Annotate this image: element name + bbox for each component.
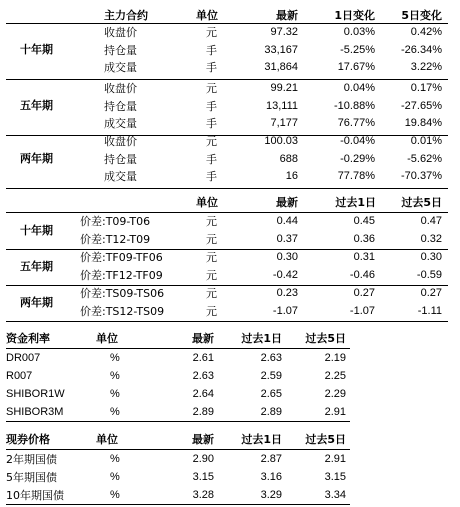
past1-cell: 2.59 bbox=[260, 370, 282, 382]
past1-cell: 2.89 bbox=[260, 406, 282, 418]
change-1d-cell: 77.78% bbox=[337, 170, 375, 182]
latest-cell: 2.64 bbox=[192, 388, 214, 400]
change-1d-cell: -0.04% bbox=[340, 135, 375, 147]
past5-cell: 0.27 bbox=[420, 287, 442, 299]
group-label: 五年期 bbox=[20, 260, 53, 273]
latest-cell: 100.03 bbox=[264, 135, 298, 147]
unit-cell: 手 bbox=[206, 61, 217, 74]
change-5d-cell: -27.65% bbox=[401, 99, 442, 112]
row-label: 持仓量 bbox=[104, 99, 137, 113]
col-header-latest: 最新 bbox=[276, 196, 298, 209]
col-header-unit: 单位 bbox=[96, 332, 118, 345]
row-label: 收盘价 bbox=[104, 82, 137, 95]
col-header-contract: 主力合约 bbox=[104, 9, 148, 22]
unit-cell: 元 bbox=[206, 251, 217, 264]
row-label: 成交量 bbox=[104, 61, 137, 74]
col-header-5d: 5日变化 bbox=[401, 9, 442, 22]
unit-cell: 元 bbox=[206, 233, 217, 246]
latest-cell: 0.44 bbox=[276, 215, 298, 227]
unit-cell: % bbox=[110, 352, 120, 364]
past1-cell: 3.29 bbox=[260, 489, 282, 501]
change-1d-cell: 17.67% bbox=[337, 61, 375, 73]
bond-label: 2年期国债 bbox=[6, 453, 57, 466]
col-header-bond: 现券价格 bbox=[6, 433, 50, 446]
past1-cell: 3.16 bbox=[260, 471, 282, 483]
past5-cell: -1.11 bbox=[417, 305, 442, 317]
group-label: 两年期 bbox=[20, 296, 53, 309]
rate-label: R007 bbox=[6, 370, 33, 382]
past5-cell: 3.15 bbox=[324, 471, 346, 483]
latest-cell: 688 bbox=[279, 152, 298, 165]
spread-label: 价差:TS09-TS06 bbox=[80, 287, 165, 300]
unit-cell: 手 bbox=[206, 99, 217, 113]
rate-label: DR007 bbox=[6, 352, 41, 364]
col-header-latest: 最新 bbox=[276, 9, 298, 22]
past1-cell: 0.45 bbox=[353, 215, 375, 227]
latest-cell: 2.89 bbox=[192, 406, 214, 418]
latest-cell: 31,864 bbox=[264, 61, 298, 73]
past5-cell: 0.30 bbox=[420, 251, 442, 263]
col-header-past1: 过去1日 bbox=[241, 433, 282, 446]
unit-cell: 元 bbox=[206, 287, 217, 300]
latest-cell: 0.37 bbox=[276, 233, 298, 245]
latest-cell: 0.23 bbox=[276, 287, 298, 299]
col-header-past5: 过去5日 bbox=[401, 196, 442, 209]
past5-cell: 2.91 bbox=[324, 453, 346, 465]
latest-cell: -1.07 bbox=[272, 305, 298, 317]
rate-label: SHIBOR1W bbox=[6, 388, 65, 400]
past5-cell: 0.47 bbox=[420, 215, 442, 227]
past1-cell: 2.87 bbox=[260, 453, 282, 465]
latest-cell: 3.28 bbox=[192, 489, 214, 501]
change-5d-cell: 19.84% bbox=[404, 117, 442, 129]
col-header-past1: 过去1日 bbox=[241, 332, 282, 345]
unit-cell: % bbox=[110, 489, 120, 501]
latest-cell: 97.32 bbox=[270, 26, 298, 38]
col-header-1d: 1日变化 bbox=[334, 9, 375, 22]
change-5d-cell: -70.37% bbox=[401, 170, 442, 182]
past5-cell: -0.59 bbox=[416, 269, 442, 281]
row-label: 持仓量 bbox=[104, 152, 137, 166]
row-label: 收盘价 bbox=[104, 135, 137, 148]
table3-header-rule bbox=[6, 348, 350, 349]
latest-cell: 16 bbox=[285, 170, 298, 182]
change-5d-cell: 0.17% bbox=[410, 82, 442, 94]
col-header-latest: 最新 bbox=[192, 332, 214, 345]
spread-label: 价差:TS12-TS09 bbox=[80, 305, 165, 318]
group-label: 两年期 bbox=[20, 152, 53, 165]
latest-cell: 2.63 bbox=[192, 370, 214, 382]
past5-cell: 2.25 bbox=[324, 370, 346, 382]
bond-label: 5年期国债 bbox=[6, 471, 57, 484]
col-header-past5: 过去5日 bbox=[305, 433, 346, 446]
unit-cell: % bbox=[110, 471, 120, 483]
unit-cell: 元 bbox=[206, 26, 217, 39]
col-header-unit: 单位 bbox=[196, 9, 218, 22]
change-5d-cell: 0.01% bbox=[410, 135, 442, 147]
latest-cell: 0.30 bbox=[276, 251, 298, 263]
unit-cell: % bbox=[110, 406, 120, 418]
table4-header-rule bbox=[6, 449, 350, 450]
unit-cell: 元 bbox=[206, 305, 217, 318]
group-label: 十年期 bbox=[20, 224, 53, 237]
change-1d-cell: 0.03% bbox=[343, 26, 375, 38]
group-label: 十年期 bbox=[20, 43, 53, 56]
change-1d-cell: -10.88% bbox=[334, 99, 375, 112]
col-header-unit: 单位 bbox=[196, 196, 218, 209]
unit-cell: 手 bbox=[206, 43, 217, 57]
spread-label: 价差:TF09-TF06 bbox=[80, 251, 163, 264]
row-label: 收盘价 bbox=[104, 26, 137, 39]
table3-bottom-rule bbox=[6, 421, 350, 422]
change-5d-cell: -26.34% bbox=[401, 43, 442, 56]
row-label: 成交量 bbox=[104, 117, 137, 130]
change-1d-cell: 0.04% bbox=[343, 82, 375, 94]
past5-cell: 2.29 bbox=[324, 388, 346, 400]
past1-cell: 0.27 bbox=[353, 287, 375, 299]
unit-cell: 元 bbox=[206, 269, 217, 282]
unit-cell: 手 bbox=[206, 152, 217, 166]
rate-label: SHIBOR3M bbox=[6, 406, 64, 418]
row-label: 成交量 bbox=[104, 170, 137, 183]
change-5d-cell: 0.42% bbox=[410, 26, 442, 38]
past1-cell: 0.36 bbox=[353, 233, 375, 245]
past1-cell: 2.63 bbox=[260, 352, 282, 364]
table2-header-rule bbox=[6, 212, 448, 213]
past5-cell: 0.32 bbox=[420, 233, 442, 245]
change-1d-cell: 76.77% bbox=[337, 117, 375, 129]
table1-header-rule bbox=[6, 23, 448, 24]
spread-label: 价差:T09-T06 bbox=[80, 215, 151, 228]
spread-label: 价差:T12-T09 bbox=[80, 233, 151, 246]
unit-cell: % bbox=[110, 453, 120, 465]
col-header-past5: 过去5日 bbox=[305, 332, 346, 345]
change-5d-cell: -5.62% bbox=[407, 152, 442, 165]
past1-cell: -0.46 bbox=[349, 269, 375, 281]
spread-label: 价差:TF12-TF09 bbox=[80, 269, 163, 282]
latest-cell: 7,177 bbox=[270, 117, 298, 129]
col-header-unit: 单位 bbox=[96, 433, 118, 446]
col-header-latest: 最新 bbox=[192, 433, 214, 446]
latest-cell: 2.61 bbox=[192, 352, 214, 364]
past1-cell: -1.07 bbox=[349, 305, 375, 317]
col-header-rate: 资金利率 bbox=[6, 332, 50, 345]
latest-cell: -0.42 bbox=[272, 269, 298, 281]
group-divider bbox=[6, 321, 448, 322]
bond-label: 10年期国债 bbox=[6, 489, 64, 502]
change-1d-cell: -5.25% bbox=[340, 43, 375, 56]
group-divider bbox=[6, 79, 448, 80]
past1-cell: 0.31 bbox=[353, 251, 375, 263]
group-label: 五年期 bbox=[20, 99, 53, 112]
past5-cell: 3.34 bbox=[324, 489, 346, 501]
unit-cell: 手 bbox=[206, 170, 217, 183]
unit-cell: 手 bbox=[206, 117, 217, 130]
latest-cell: 3.15 bbox=[192, 471, 214, 483]
unit-cell: 元 bbox=[206, 135, 217, 148]
change-5d-cell: 3.22% bbox=[410, 61, 442, 73]
latest-cell: 13,111 bbox=[265, 99, 298, 112]
latest-cell: 2.90 bbox=[192, 453, 214, 465]
change-1d-cell: -0.29% bbox=[340, 152, 375, 165]
latest-cell: 33,167 bbox=[264, 43, 298, 56]
unit-cell: 元 bbox=[206, 82, 217, 95]
table4-bottom-rule bbox=[6, 504, 350, 505]
past5-cell: 2.19 bbox=[324, 352, 346, 364]
unit-cell: 元 bbox=[206, 215, 217, 228]
row-label: 持仓量 bbox=[104, 43, 137, 57]
table1-bottom-rule bbox=[6, 188, 448, 189]
unit-cell: % bbox=[110, 388, 120, 400]
past5-cell: 2.91 bbox=[324, 406, 346, 418]
col-header-past1: 过去1日 bbox=[335, 196, 376, 209]
past1-cell: 2.65 bbox=[260, 388, 282, 400]
unit-cell: % bbox=[110, 370, 120, 382]
latest-cell: 99.21 bbox=[270, 82, 298, 94]
